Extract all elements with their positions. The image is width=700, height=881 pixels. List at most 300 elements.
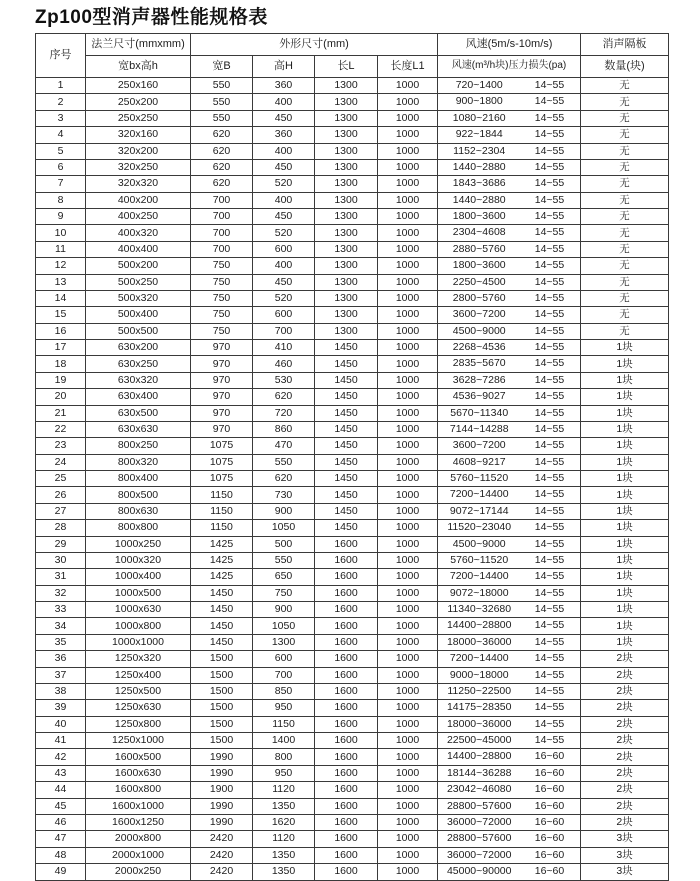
- cell-pressure-loss-range: 16~60: [534, 750, 565, 763]
- cell-length-l: 1450: [315, 438, 378, 454]
- cell-length-l: 1450: [315, 389, 378, 405]
- cell-pressure-loss-range: 16~60: [534, 832, 565, 845]
- cell-width-b: 1990: [191, 749, 253, 765]
- cell-pressure-loss-range: 14~55: [534, 586, 565, 599]
- cell-flange-size: 800x400: [86, 471, 191, 487]
- cell-air-flow-range: 4608~9217: [452, 455, 506, 468]
- cell-baffle-quantity: 1块: [581, 569, 669, 585]
- cell-wind: [438, 700, 581, 716]
- table-row: [36, 454, 669, 470]
- cell-length-l1: 1000: [378, 847, 438, 863]
- cell-length-l: 1300: [315, 209, 378, 225]
- header-row-2: [36, 56, 669, 78]
- cell-serial: 2: [36, 94, 86, 110]
- header-wind-sub: 风速(m³/h块)压力损失(pa): [438, 56, 581, 78]
- cell-air-flow-range: 1440~2880: [452, 193, 506, 206]
- cell-serial: 10: [36, 225, 86, 241]
- cell-length-l: 1450: [315, 520, 378, 536]
- table-row: [36, 667, 669, 683]
- cell-air-flow-range: 5670~11340: [450, 406, 509, 419]
- cell-height-h: 1350: [253, 847, 315, 863]
- table-row: [36, 634, 669, 650]
- cell-air-flow-range: 45000~90000: [446, 865, 512, 878]
- cell-flange-size: 800x320: [86, 454, 191, 470]
- cell-height-h: 850: [253, 683, 315, 699]
- cell-serial: 12: [36, 258, 86, 274]
- cell-air-flow-range: 14400~28800: [446, 750, 512, 763]
- cell-wind: [438, 503, 581, 519]
- cell-baffle-quantity: 2块: [581, 651, 669, 667]
- cell-air-flow-range: 7144~14288: [449, 422, 509, 435]
- cell-width-b: 620: [191, 159, 253, 175]
- cell-flange-size: 1250x500: [86, 683, 191, 699]
- table-row: [36, 536, 669, 552]
- table-row: [36, 602, 669, 618]
- cell-width-b: 970: [191, 340, 253, 356]
- cell-pressure-loss-range: 14~55: [534, 668, 565, 681]
- header-flange-sub: 宽bx高h: [86, 56, 191, 78]
- cell-serial: 13: [36, 274, 86, 290]
- cell-height-h: 1350: [253, 798, 315, 814]
- cell-wind: [438, 716, 581, 732]
- cell-height-h: 1050: [253, 618, 315, 634]
- cell-baffle-quantity: 1块: [581, 356, 669, 372]
- cell-serial: 18: [36, 356, 86, 372]
- cell-baffle-quantity: 1块: [581, 389, 669, 405]
- cell-air-flow-range: 28800~57600: [446, 832, 512, 845]
- cell-wind: [438, 258, 581, 274]
- cell-height-h: 1050: [253, 520, 315, 536]
- cell-width-b: 750: [191, 274, 253, 290]
- table-row: [36, 733, 669, 749]
- cell-length-l1: 1000: [378, 503, 438, 519]
- table-row: [36, 700, 669, 716]
- cell-pressure-loss-range: 14~55: [534, 357, 565, 370]
- cell-air-flow-range: 2880~5760: [452, 242, 506, 255]
- cell-pressure-loss-range: 14~55: [534, 275, 565, 288]
- cell-height-h: 620: [253, 389, 315, 405]
- cell-length-l1: 1000: [378, 471, 438, 487]
- header-length-l: 长L: [315, 56, 378, 78]
- cell-serial: 4: [36, 127, 86, 143]
- cell-air-flow-range: 1080~2160: [452, 111, 506, 124]
- cell-baffle-quantity: 2块: [581, 798, 669, 814]
- cell-length-l1: 1000: [378, 372, 438, 388]
- table-row: [36, 176, 669, 192]
- cell-serial: 3: [36, 110, 86, 126]
- cell-serial: 7: [36, 176, 86, 192]
- cell-flange-size: 1000x1000: [86, 634, 191, 650]
- cell-flange-size: 630x250: [86, 356, 191, 372]
- cell-length-l: 1600: [315, 831, 378, 847]
- cell-air-flow-range: 2800~5760: [452, 291, 506, 304]
- cell-baffle-quantity: 2块: [581, 667, 669, 683]
- cell-serial: 11: [36, 241, 86, 257]
- cell-serial: 32: [36, 585, 86, 601]
- cell-width-b: 970: [191, 405, 253, 421]
- cell-length-l1: 1000: [378, 241, 438, 257]
- cell-height-h: 1120: [253, 782, 315, 798]
- cell-width-b: 1075: [191, 454, 253, 470]
- cell-baffle-quantity: 2块: [581, 683, 669, 699]
- table-row: [36, 421, 669, 437]
- cell-serial: 27: [36, 503, 86, 519]
- table-row: [36, 847, 669, 863]
- cell-wind: [438, 389, 581, 405]
- cell-length-l: 1450: [315, 372, 378, 388]
- cell-wind: [438, 372, 581, 388]
- cell-wind: [438, 520, 581, 536]
- cell-length-l: 1300: [315, 290, 378, 306]
- table-row: [36, 209, 669, 225]
- cell-width-b: 2420: [191, 831, 253, 847]
- cell-wind: [438, 733, 581, 749]
- cell-air-flow-range: 11520~23040: [447, 521, 512, 534]
- cell-pressure-loss-range: 14~55: [534, 390, 565, 403]
- cell-air-flow-range: 720~1400: [455, 79, 503, 92]
- cell-length-l1: 1000: [378, 143, 438, 159]
- cell-length-l: 1450: [315, 340, 378, 356]
- cell-wind: [438, 209, 581, 225]
- cell-serial: 9: [36, 209, 86, 225]
- cell-pressure-loss-range: 14~55: [534, 128, 565, 141]
- cell-width-b: 1500: [191, 683, 253, 699]
- cell-wind: [438, 831, 581, 847]
- cell-flange-size: 1250x630: [86, 700, 191, 716]
- cell-width-b: 970: [191, 356, 253, 372]
- cell-wind: [438, 471, 581, 487]
- cell-pressure-loss-range: 14~55: [534, 652, 565, 665]
- table-row: [36, 438, 669, 454]
- cell-flange-size: 1600x800: [86, 782, 191, 798]
- cell-pressure-loss-range: 14~55: [534, 95, 565, 108]
- cell-pressure-loss-range: 14~55: [534, 717, 565, 730]
- table-row: [36, 782, 669, 798]
- cell-length-l1: 1000: [378, 307, 438, 323]
- table-header: [36, 34, 669, 78]
- cell-width-b: 1150: [191, 487, 253, 503]
- page-title: Zp100型消声器性能规格表: [35, 7, 268, 28]
- cell-serial: 29: [36, 536, 86, 552]
- cell-pressure-loss-range: 14~55: [534, 324, 565, 337]
- cell-air-flow-range: 11340~32680: [447, 603, 512, 616]
- cell-width-b: 1500: [191, 667, 253, 683]
- cell-air-flow-range: 7200~14400: [449, 488, 509, 501]
- cell-serial: 28: [36, 520, 86, 536]
- cell-baffle-quantity: 1块: [581, 471, 669, 487]
- cell-length-l1: 1000: [378, 700, 438, 716]
- cell-wind: [438, 602, 581, 618]
- cell-width-b: 1500: [191, 716, 253, 732]
- table-row: [36, 585, 669, 601]
- cell-height-h: 470: [253, 438, 315, 454]
- cell-length-l: 1600: [315, 602, 378, 618]
- table-row: [36, 143, 669, 159]
- cell-serial: 30: [36, 552, 86, 568]
- cell-serial: 23: [36, 438, 86, 454]
- cell-height-h: 460: [253, 356, 315, 372]
- cell-length-l: 1600: [315, 552, 378, 568]
- cell-height-h: 360: [253, 127, 315, 143]
- cell-baffle-quantity: 1块: [581, 487, 669, 503]
- cell-baffle-quantity: 无: [581, 78, 669, 94]
- cell-height-h: 550: [253, 552, 315, 568]
- cell-length-l1: 1000: [378, 634, 438, 650]
- cell-wind: [438, 552, 581, 568]
- cell-baffle-quantity: 无: [581, 241, 669, 257]
- cell-length-l1: 1000: [378, 814, 438, 830]
- cell-height-h: 1120: [253, 831, 315, 847]
- cell-baffle-quantity: 1块: [581, 503, 669, 519]
- cell-length-l: 1600: [315, 814, 378, 830]
- cell-pressure-loss-range: 14~55: [534, 537, 565, 550]
- cell-pressure-loss-range: 14~55: [534, 111, 565, 124]
- cell-length-l1: 1000: [378, 110, 438, 126]
- cell-baffle-quantity: 1块: [581, 520, 669, 536]
- cell-height-h: 550: [253, 454, 315, 470]
- header-row-1: [36, 34, 669, 56]
- cell-flange-size: 500x500: [86, 323, 191, 339]
- cell-air-flow-range: 23042~46080: [446, 783, 512, 796]
- cell-serial: 42: [36, 749, 86, 765]
- cell-length-l1: 1000: [378, 225, 438, 241]
- cell-width-b: 620: [191, 143, 253, 159]
- cell-length-l1: 1000: [378, 733, 438, 749]
- header-outline-group: 外形尺寸(mm): [191, 34, 438, 56]
- cell-wind: [438, 569, 581, 585]
- cell-width-b: 550: [191, 110, 253, 126]
- spec-table-body: [36, 78, 669, 881]
- cell-width-b: 1900: [191, 782, 253, 798]
- table-row: [36, 241, 669, 257]
- cell-length-l1: 1000: [378, 831, 438, 847]
- cell-air-flow-range: 36000~72000: [446, 815, 512, 828]
- cell-serial: 48: [36, 847, 86, 863]
- cell-height-h: 600: [253, 651, 315, 667]
- cell-flange-size: 1250x800: [86, 716, 191, 732]
- table-row: [36, 290, 669, 306]
- cell-length-l: 1300: [315, 274, 378, 290]
- table-row: [36, 307, 669, 323]
- cell-height-h: 450: [253, 159, 315, 175]
- cell-length-l1: 1000: [378, 536, 438, 552]
- cell-serial: 36: [36, 651, 86, 667]
- cell-air-flow-range: 2250~4500: [452, 275, 506, 288]
- cell-flange-size: 2000x1000: [86, 847, 191, 863]
- cell-height-h: 400: [253, 192, 315, 208]
- cell-height-h: 360: [253, 78, 315, 94]
- cell-width-b: 700: [191, 241, 253, 257]
- cell-length-l1: 1000: [378, 274, 438, 290]
- cell-serial: 45: [36, 798, 86, 814]
- cell-flange-size: 630x320: [86, 372, 191, 388]
- cell-serial: 44: [36, 782, 86, 798]
- table-row: [36, 471, 669, 487]
- header-wind-group: 风速(5m/s-10m/s): [438, 34, 581, 56]
- cell-wind: [438, 274, 581, 290]
- cell-width-b: 750: [191, 323, 253, 339]
- cell-height-h: 620: [253, 471, 315, 487]
- cell-flange-size: 1250x320: [86, 651, 191, 667]
- cell-pressure-loss-range: 14~55: [534, 619, 565, 632]
- cell-air-flow-range: 900~1800: [455, 95, 503, 108]
- cell-baffle-quantity: 2块: [581, 782, 669, 798]
- cell-width-b: 1425: [191, 569, 253, 585]
- cell-width-b: 550: [191, 78, 253, 94]
- cell-length-l1: 1000: [378, 340, 438, 356]
- cell-length-l: 1300: [315, 176, 378, 192]
- cell-length-l1: 1000: [378, 716, 438, 732]
- cell-air-flow-range: 18144~36288: [446, 766, 512, 779]
- cell-wind: [438, 847, 581, 863]
- cell-baffle-quantity: 无: [581, 290, 669, 306]
- header-baffle-sub: 数量(块): [581, 56, 669, 78]
- cell-height-h: 410: [253, 340, 315, 356]
- cell-wind: [438, 765, 581, 781]
- cell-length-l1: 1000: [378, 421, 438, 437]
- cell-flange-size: 1600x500: [86, 749, 191, 765]
- cell-baffle-quantity: 2块: [581, 733, 669, 749]
- cell-serial: 15: [36, 307, 86, 323]
- cell-width-b: 970: [191, 421, 253, 437]
- cell-pressure-loss-range: 14~55: [534, 341, 565, 354]
- cell-wind: [438, 356, 581, 372]
- cell-length-l: 1300: [315, 241, 378, 257]
- cell-pressure-loss-range: 16~60: [534, 799, 565, 812]
- cell-width-b: 1500: [191, 700, 253, 716]
- cell-baffle-quantity: 无: [581, 94, 669, 110]
- cell-baffle-quantity: 无: [581, 274, 669, 290]
- cell-pressure-loss-range: 14~55: [534, 177, 565, 190]
- cell-wind: [438, 143, 581, 159]
- cell-baffle-quantity: 3块: [581, 831, 669, 847]
- cell-width-b: 550: [191, 94, 253, 110]
- cell-serial: 6: [36, 159, 86, 175]
- cell-length-l1: 1000: [378, 290, 438, 306]
- cell-air-flow-range: 3600~7200: [452, 308, 506, 321]
- table-row: [36, 487, 669, 503]
- cell-baffle-quantity: 1块: [581, 585, 669, 601]
- cell-length-l: 1300: [315, 78, 378, 94]
- cell-height-h: 900: [253, 503, 315, 519]
- cell-pressure-loss-range: 14~55: [534, 193, 565, 206]
- cell-air-flow-range: 4500~9000: [452, 537, 506, 550]
- table-row: [36, 716, 669, 732]
- table-row: [36, 651, 669, 667]
- table-row: [36, 831, 669, 847]
- cell-width-b: 1150: [191, 503, 253, 519]
- cell-height-h: 700: [253, 667, 315, 683]
- cell-serial: 40: [36, 716, 86, 732]
- cell-pressure-loss-range: 14~55: [534, 570, 565, 583]
- header-length-l1: 长度L1: [378, 56, 438, 78]
- table-row: [36, 340, 669, 356]
- cell-serial: 33: [36, 602, 86, 618]
- cell-length-l1: 1000: [378, 782, 438, 798]
- cell-pressure-loss-range: 14~55: [534, 701, 565, 714]
- cell-pressure-loss-range: 14~55: [534, 373, 565, 386]
- cell-baffle-quantity: 2块: [581, 814, 669, 830]
- cell-height-h: 400: [253, 94, 315, 110]
- cell-pressure-loss-range: 14~55: [534, 242, 565, 255]
- cell-length-l1: 1000: [378, 356, 438, 372]
- cell-height-h: 450: [253, 110, 315, 126]
- table-row: [36, 110, 669, 126]
- cell-serial: 43: [36, 765, 86, 781]
- cell-height-h: 400: [253, 258, 315, 274]
- cell-air-flow-range: 1843~3686: [452, 177, 506, 190]
- cell-length-l1: 1000: [378, 323, 438, 339]
- cell-height-h: 800: [253, 749, 315, 765]
- cell-baffle-quantity: 无: [581, 159, 669, 175]
- cell-length-l: 1600: [315, 733, 378, 749]
- cell-width-b: 1075: [191, 471, 253, 487]
- cell-length-l: 1600: [315, 700, 378, 716]
- cell-pressure-loss-range: 16~60: [534, 766, 565, 779]
- cell-length-l: 1300: [315, 225, 378, 241]
- cell-width-b: 1075: [191, 438, 253, 454]
- header-serial: 序号: [36, 34, 86, 78]
- table-row: [36, 520, 669, 536]
- cell-length-l1: 1000: [378, 209, 438, 225]
- cell-height-h: 520: [253, 225, 315, 241]
- header-baffle-group: 消声隔板: [581, 34, 669, 56]
- cell-pressure-loss-range: 14~55: [534, 504, 565, 517]
- cell-length-l: 1450: [315, 454, 378, 470]
- cell-width-b: 700: [191, 192, 253, 208]
- cell-serial: 46: [36, 814, 86, 830]
- cell-serial: 35: [36, 634, 86, 650]
- cell-height-h: 700: [253, 323, 315, 339]
- cell-width-b: 2420: [191, 864, 253, 881]
- header-height-h: 高H: [253, 56, 315, 78]
- cell-wind: [438, 864, 581, 881]
- cell-pressure-loss-range: 14~55: [534, 226, 565, 239]
- cell-serial: 20: [36, 389, 86, 405]
- cell-width-b: 1450: [191, 618, 253, 634]
- cell-height-h: 650: [253, 569, 315, 585]
- cell-flange-size: 1250x400: [86, 667, 191, 683]
- table-row: [36, 798, 669, 814]
- cell-serial: 37: [36, 667, 86, 683]
- cell-baffle-quantity: 无: [581, 258, 669, 274]
- cell-width-b: 1150: [191, 520, 253, 536]
- cell-pressure-loss-range: 16~60: [534, 848, 565, 861]
- cell-serial: 47: [36, 831, 86, 847]
- table-row: [36, 683, 669, 699]
- cell-wind: [438, 405, 581, 421]
- cell-serial: 14: [36, 290, 86, 306]
- cell-air-flow-range: 18000~36000: [446, 635, 512, 648]
- cell-height-h: 520: [253, 290, 315, 306]
- cell-wind: [438, 421, 581, 437]
- table-row: [36, 864, 669, 881]
- cell-height-h: 950: [253, 700, 315, 716]
- cell-pressure-loss-range: 14~55: [534, 603, 565, 616]
- cell-air-flow-range: 36000~72000: [446, 848, 512, 861]
- cell-flange-size: 1000x500: [86, 585, 191, 601]
- cell-length-l: 1600: [315, 864, 378, 881]
- cell-pressure-loss-range: 14~55: [534, 308, 565, 321]
- table-row: [36, 225, 669, 241]
- cell-serial: 17: [36, 340, 86, 356]
- cell-wind: [438, 634, 581, 650]
- table-row: [36, 749, 669, 765]
- cell-length-l: 1600: [315, 749, 378, 765]
- cell-air-flow-range: 2835~5670: [452, 357, 506, 370]
- cell-length-l1: 1000: [378, 585, 438, 601]
- cell-width-b: 750: [191, 290, 253, 306]
